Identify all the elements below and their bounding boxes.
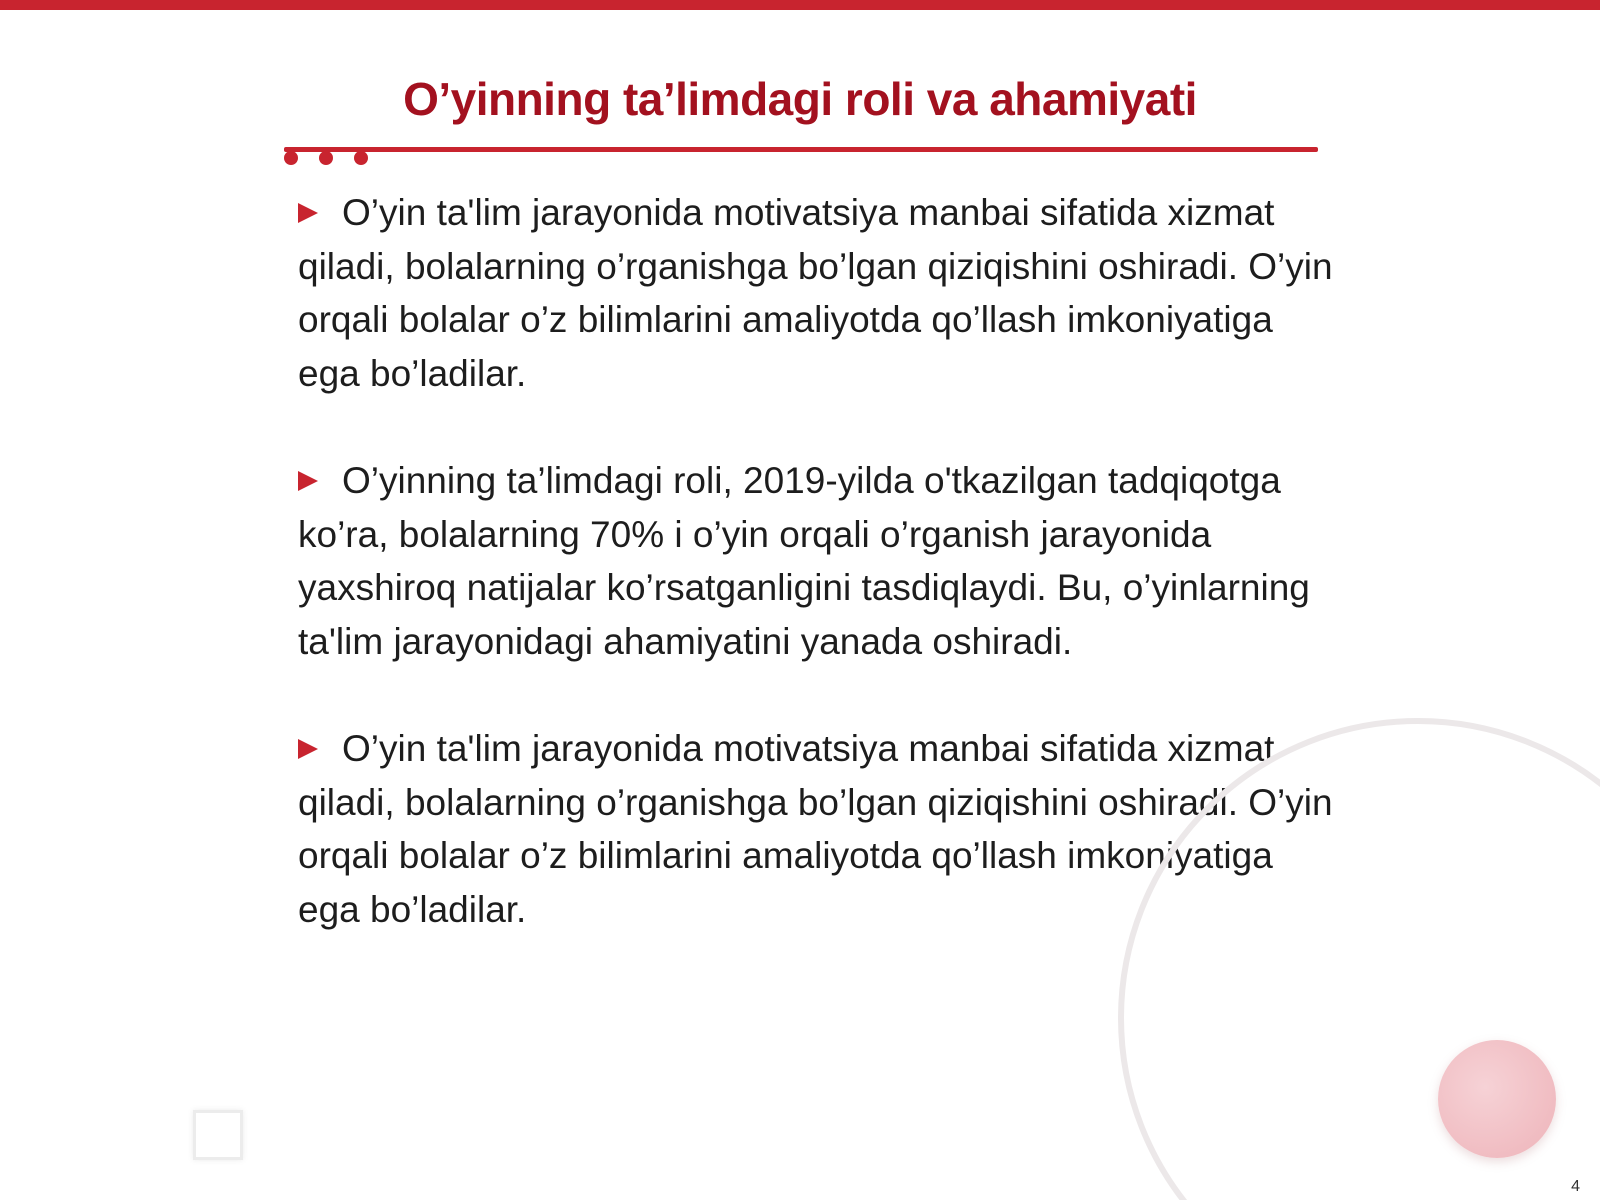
- decorative-dot: [284, 151, 298, 165]
- slide-title: O’yinning ta’limdagi roli va ahamiyati: [403, 73, 1197, 125]
- top-accent-bar: [0, 0, 1600, 10]
- bullet-text: O’yinning ta’limdagi roli, 2019-yilda o'tkazilgan tadqiqotga ko’ra, bolalarning 70% i o’yin orqali o’rganish jarayonida yaxshiroq natijalar ko’rsatganligini tasdiqlaydi. Bu, o’yinlarning ta'lim jarayonidagi ahamiyatini yanada oshiradi.: [298, 460, 1310, 662]
- bullet-text: O’yin ta'lim jarayonida motivatsiya manbai sifatida xizmat qiladi, bolalarning o’rganishga bo’lgan qiziqishini oshiradi. O’yin orqali bolalar o’z bilimlarini amaliyotda qo’llash imkoniyatiga ega bo’ladilar.: [298, 192, 1333, 394]
- decorative-square: [193, 1110, 243, 1160]
- triangle-right-icon: [298, 203, 318, 223]
- triangle-right-icon: [298, 739, 318, 759]
- decorative-dot: [319, 151, 333, 165]
- bullet-item: [298, 454, 1338, 668]
- bullet-text: O’yin ta'lim jarayonida motivatsiya manbai sifatida xizmat qiladi, bolalarning o’rganishga bo’lgan qiziqishini oshiradi. O’yin orqali bolalar o’z bilimlarini amaliyotda qo’llash imkoniyatiga ega bo’ladilar.: [298, 728, 1333, 930]
- bullet-item: [298, 186, 1338, 400]
- title-underline: [284, 147, 1318, 152]
- page-number: 4: [1571, 1178, 1580, 1195]
- decorative-dot: [354, 151, 368, 165]
- triangle-right-icon: [298, 471, 318, 491]
- decorative-circle: [1438, 1040, 1556, 1158]
